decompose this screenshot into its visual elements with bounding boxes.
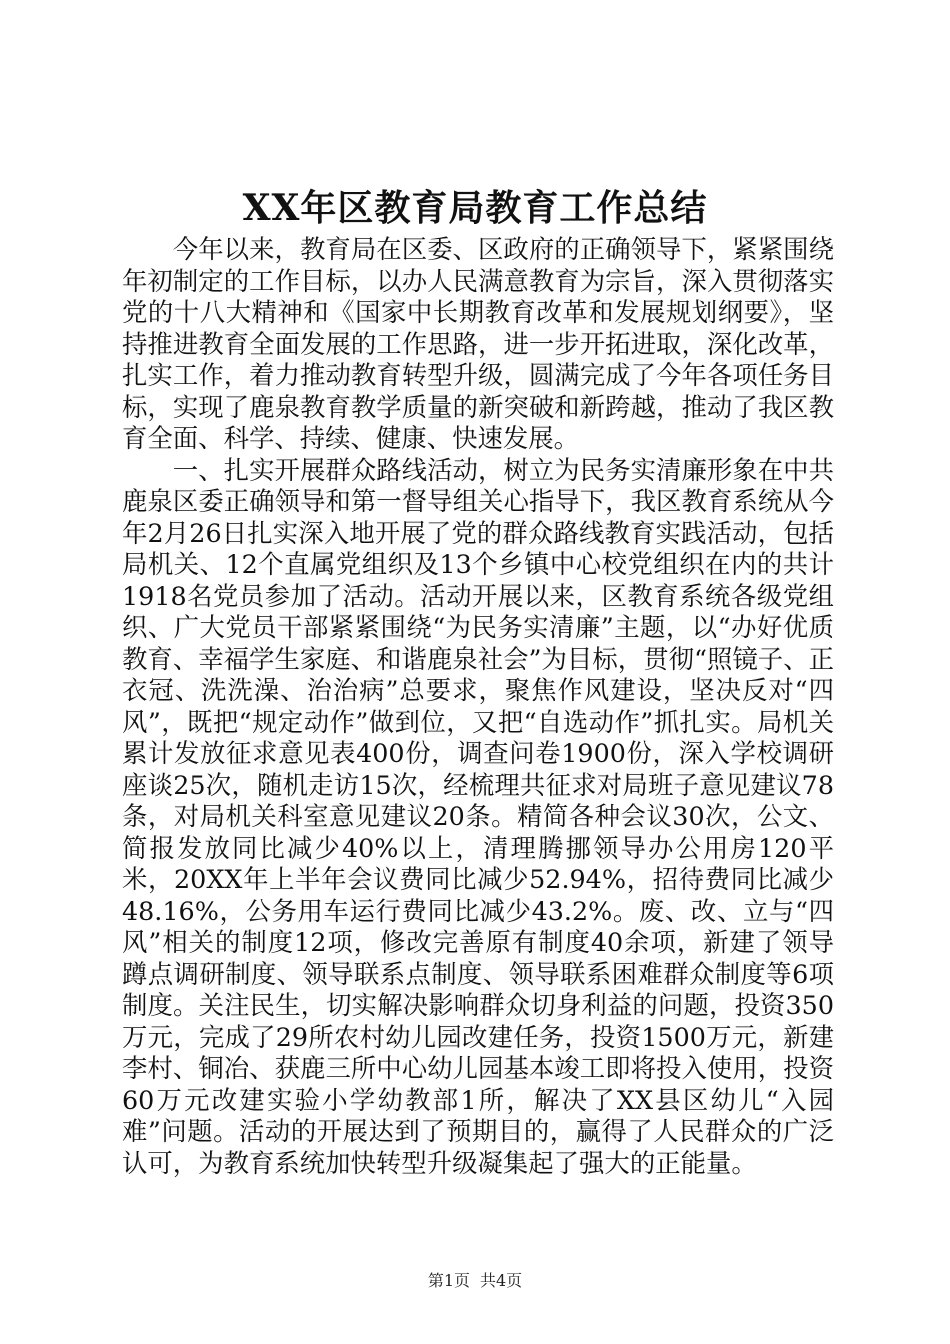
document-body xyxy=(122,234,834,1179)
page-footer xyxy=(0,1270,950,1292)
paragraph-intro: 今年以来，教育局在区委、区政府的正确领导下，紧紧围绕年初制定的工作目标，以办人民满意教育为宗旨，深入贯彻落实党的十八大精神和《国家中长期教育改革和发展规划纲要》，坚持推进教育全面发展的工作思路，进一步开拓进取，深化改革，扎实工作，着力推动教育转型升级，圆满完成了今年各项任务目标，实现了鹿泉教育教学质量的新突破和新跨越，推动了我区教育全面、科学、持续、健康、快速发展。 xyxy=(122,234,834,453)
page-number: 第1页 xyxy=(427,1271,470,1290)
paragraph-section-one: 一、扎实开展群众路线活动，树立为民务实清廉形象在中共鹿泉区委正确领导和第一督导组关心指导下，我区教育系统从今年2月26日扎实深入地开展了党的群众路线教育实践活动，包括局机关、12个直属党组织及13个乡镇中心校党组织在内的共计1918名党员参加了活动。活动开展以来，区教育系统各级党组织、广大党员干部紧紧围绕“为民务实清廉”主题，以“办好优质教育、幸福学生家庭、和谐鹿泉社会”为目标，贯彻“照镜子、正衣冠、洗洗澡、治治病”总要求，聚焦作风建设，坚决反对“四风”，既把“规定动作”做到位，又把“自选动作”抓扎实。局机关累计发放征求意见表400份，调查问卷1900份，深入学校调研座谈25次，随机走访15次，经梳理共征求对局班子意见建议78条，对局机关科室意见建议20条。精简各种会议30次，公文、简报发放同比减少40%以上，清理腾挪领导办公用房120平米，20XX年上半年会议费同比减少52.94%，招待费同比减少48.16%，公务用车运行费同比减少43.2%。废、改、立与“四风”相关的制度12项，修改完善原有制度40余项，新建了领导蹲点调研制度、领导联系点制度、领导联系困难群众制度等6项制度。关注民生，切实解决影响群众切身利益的问题，投资350万元，完成了29所农村幼儿园改建任务，投资1500万元，新建李村、铜冶、获鹿三所中心幼儿园基本竣工即将投入使用，投资60万元改建实验小学幼教部1所，解决了XX县区幼儿“入园难”问题。活动的开展达到了预期目的，赢得了人民群众的广泛认可，为教育系统加快转型升级凝集起了强大的正能量。 xyxy=(122,454,834,1178)
page-count: 共4页 xyxy=(480,1271,523,1290)
document-title: XX年区教育局教育工作总结 xyxy=(242,187,708,229)
